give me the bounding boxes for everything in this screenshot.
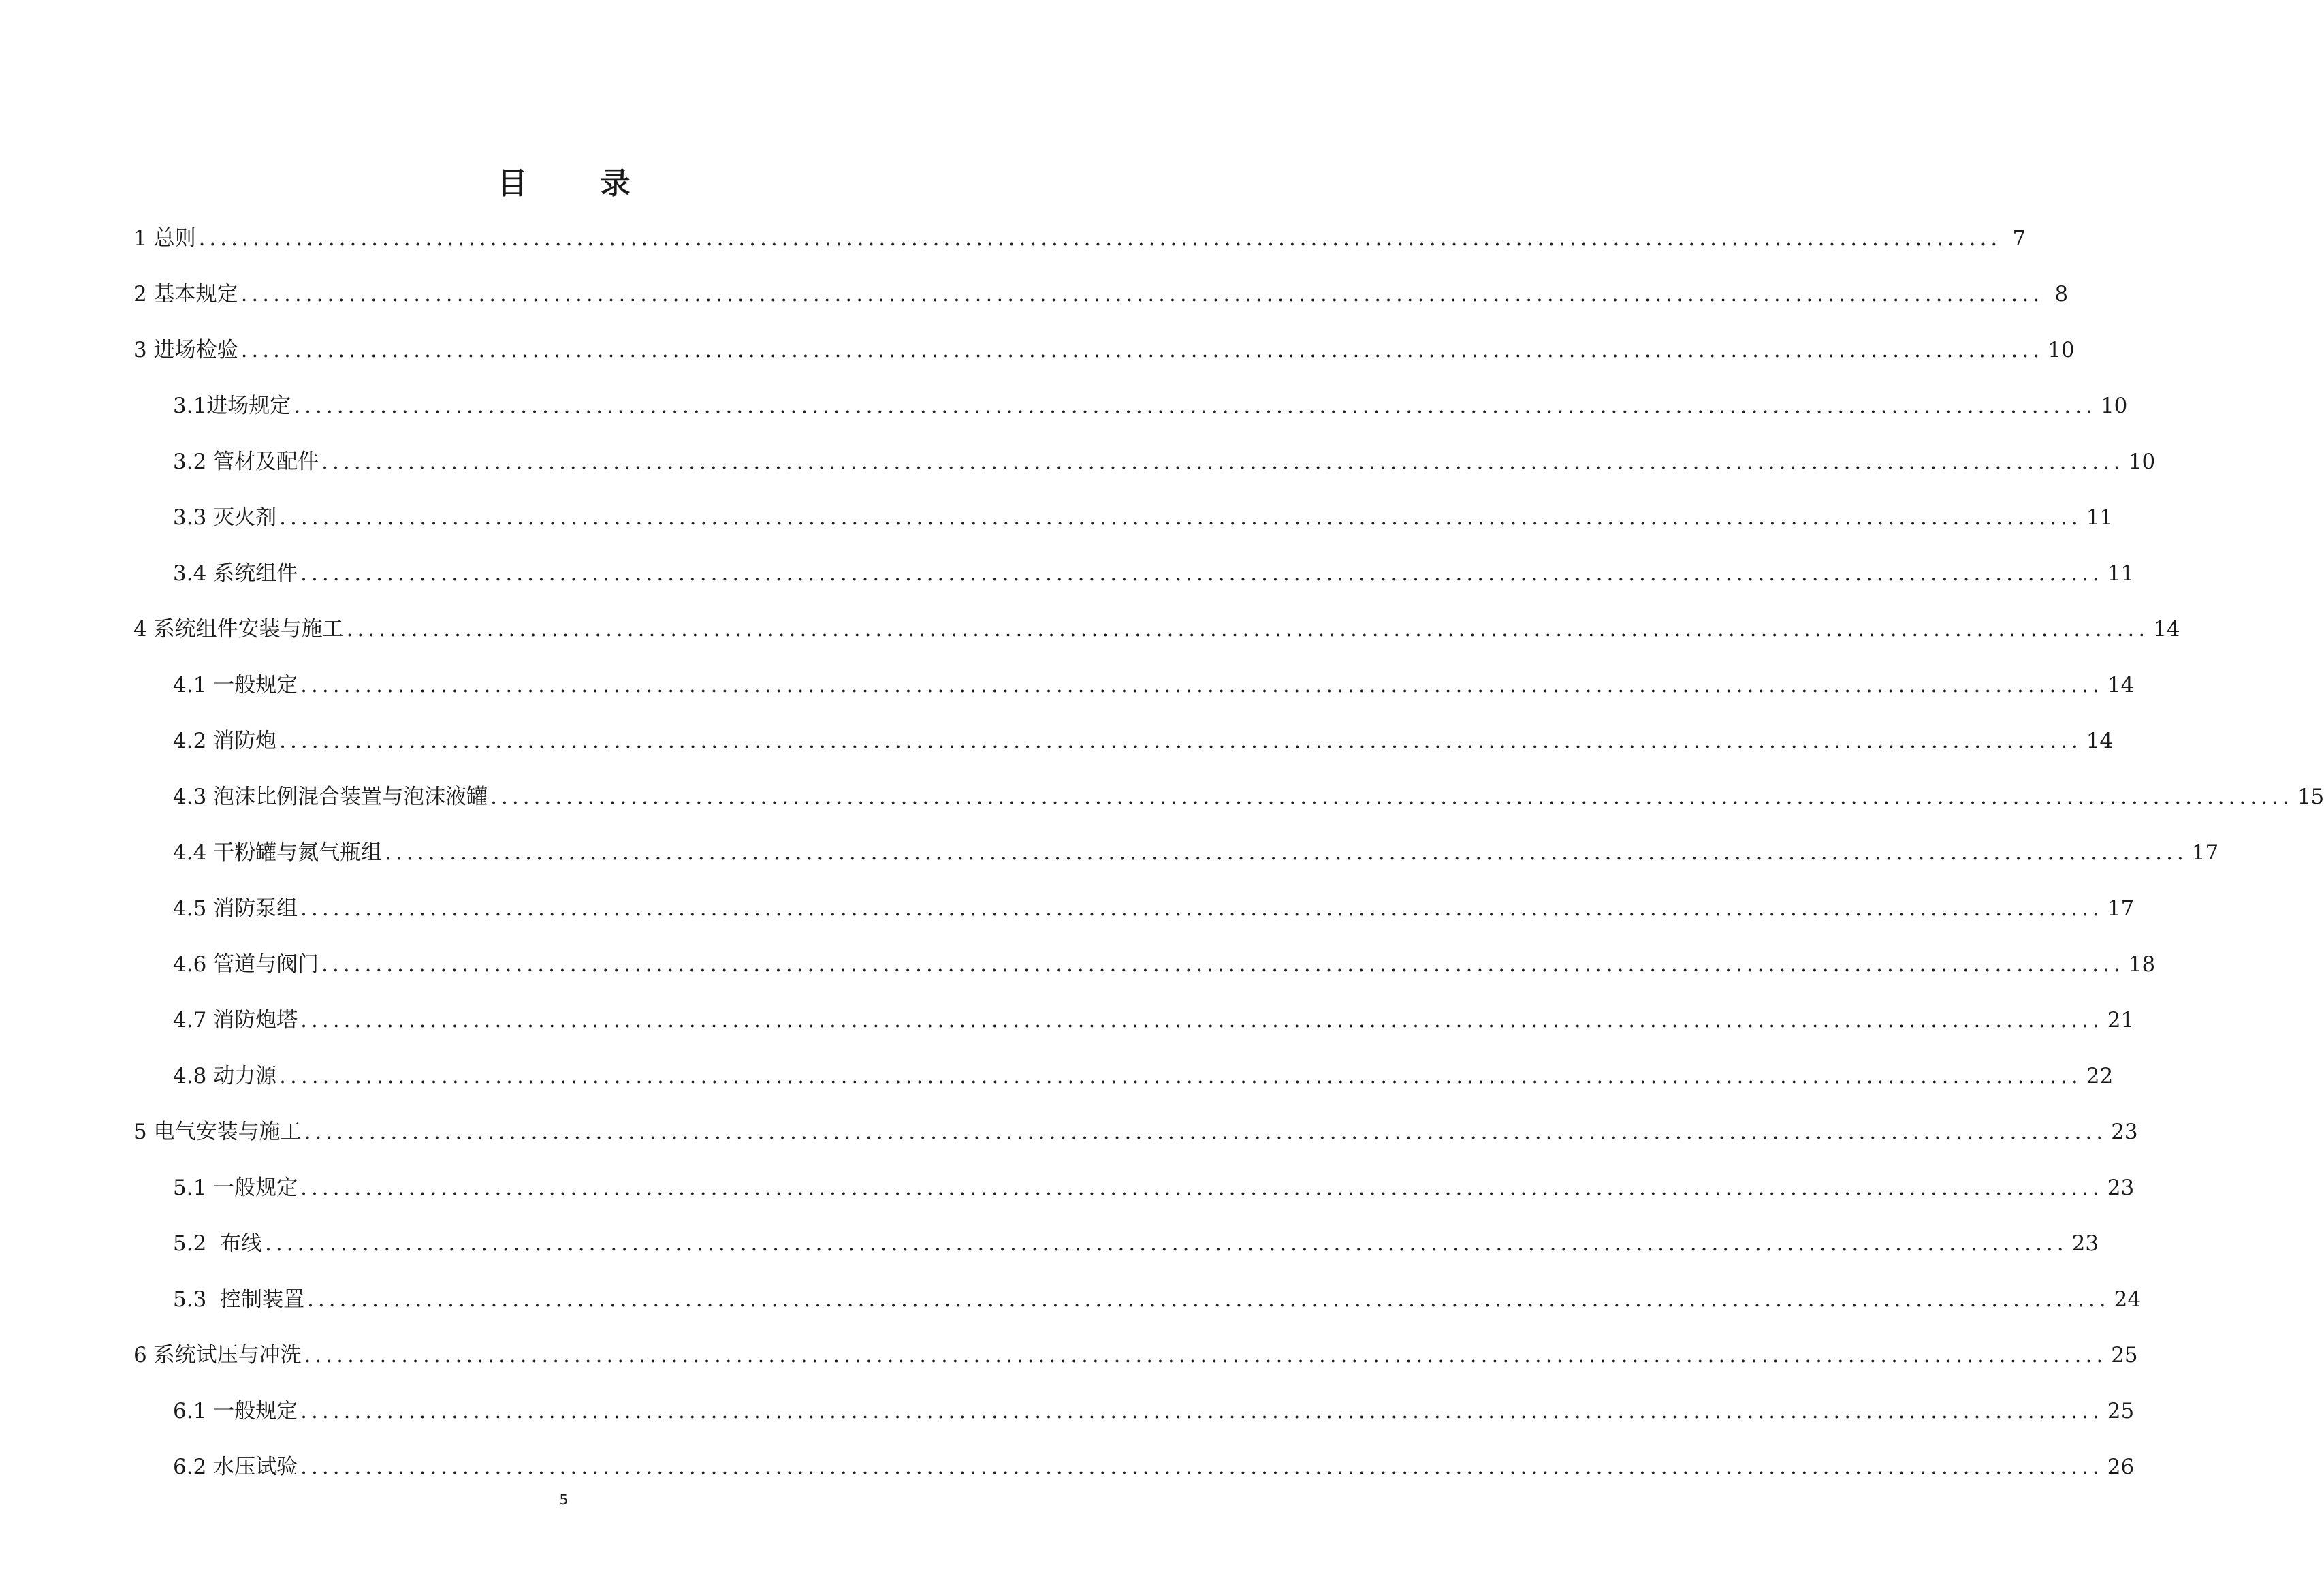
toc-leader-dots: ....................................................................................................................................................................... (279, 505, 2082, 530)
toc-entry-2[interactable] (133, 277, 2069, 311)
toc-entry-4-1[interactable] (173, 668, 2135, 702)
toc-entry-4-8[interactable] (173, 1059, 2114, 1093)
toc-entry-label: 一般规定 (213, 1399, 298, 1423)
toc-leader-dots: ....................................................................................................................................................................... (265, 1231, 2068, 1256)
toc-leader-dots: ....................................................................................................................................................................... (321, 449, 2124, 474)
toc-entry-label: 消防炮塔 (213, 1008, 298, 1032)
toc-entry-number: 4.4 (173, 840, 214, 865)
toc-entry-page: 22 (2086, 1064, 2114, 1088)
toc-entry-label: 动力源 (213, 1064, 277, 1088)
toc-entry-number: 5.3 (173, 1287, 221, 1312)
toc-entry-3-2[interactable] (173, 445, 2156, 479)
toc-entry-label: 干粉罐与氮气瓶组 (213, 840, 383, 865)
toc-entry-5-3[interactable] (173, 1282, 2142, 1316)
toc-entry-label: 进场规定 (206, 394, 291, 418)
toc-leader-dots: ....................................................................................................................................................................... (279, 1064, 2082, 1088)
toc-entry-label: 灭火剂 (213, 505, 277, 530)
toc-entry-label: 总则 (153, 226, 196, 251)
toc-entry-label: 进场检验 (153, 338, 238, 362)
toc-entry-label: 管材及配件 (213, 449, 319, 474)
toc-entry-number: 4.2 (173, 729, 214, 753)
toc-entry-page: 18 (2128, 952, 2156, 977)
toc-leader-dots: ....................................................................................................................................................................... (304, 1120, 2107, 1144)
toc-entry-label: 消防泵组 (213, 896, 298, 921)
toc-entry-4-7[interactable] (173, 1003, 2135, 1037)
toc-entry-label: 消防炮 (213, 729, 277, 753)
toc-leader-dots: ....................................................................................................................................................................... (300, 1455, 2103, 1479)
toc-leader-dots: ....................................................................................................................................................................... (300, 1399, 2103, 1423)
toc-entry-number: 4.6 (173, 952, 214, 977)
toc-entry-number: 2 (133, 282, 154, 306)
toc-entry-4-4[interactable] (173, 836, 2219, 870)
toc-entry-page: 23 (2107, 1176, 2135, 1200)
toc-entry-number: 3 (133, 338, 154, 362)
toc-entry-page: 8 (2054, 282, 2069, 306)
toc-entry-label: 控制装置 (220, 1287, 305, 1312)
toc-entry-page: 10 (2100, 394, 2128, 418)
toc-leader-dots: ....................................................................................................................................................................... (321, 952, 2124, 977)
page-number: 5 (559, 1492, 569, 1508)
toc-leader-dots: ....................................................................................................................................................................... (346, 617, 2150, 642)
toc-entry-page: 14 (2107, 673, 2135, 697)
toc-entry-page: 24 (2114, 1287, 2142, 1312)
toc-entry-number: 4 (133, 617, 154, 642)
toc-entry-number: 5.1 (173, 1176, 214, 1200)
toc-entry-number: 4.3 (173, 785, 214, 809)
toc-entry-page: 17 (2107, 896, 2135, 921)
toc-entry-page: 10 (2128, 449, 2156, 474)
toc-leader-dots: ....................................................................................................................................................................... (300, 1176, 2103, 1200)
toc-entry-number: 6 (133, 1343, 154, 1368)
toc-entry-page: 17 (2191, 840, 2219, 865)
toc-leader-dots: ....................................................................................................................................................................... (490, 785, 2293, 809)
toc-entry-number: 4.7 (173, 1008, 214, 1032)
toc-entry-label: 水压试验 (213, 1455, 298, 1479)
toc-entry-3[interactable] (133, 333, 2075, 367)
toc-entry-number: 4.5 (173, 896, 214, 921)
toc-entry-page: 11 (2107, 561, 2135, 586)
toc-entry-page: 14 (2153, 617, 2180, 642)
toc-entry-3-4[interactable] (173, 556, 2135, 590)
toc-entry-4[interactable] (133, 612, 2180, 646)
toc-title: 目 录 (497, 166, 662, 201)
toc-entry-label: 系统组件安装与施工 (153, 617, 344, 642)
toc-entry-4-3[interactable] (173, 780, 2324, 814)
toc-entry-6-1[interactable] (173, 1394, 2135, 1428)
toc-entry-page: 14 (2086, 729, 2114, 753)
toc-entry-number: 3.1 (173, 394, 207, 418)
toc-entry-number: 4.8 (173, 1064, 214, 1088)
toc-entry-number: 3.3 (173, 505, 214, 530)
toc-entry-number: 6.2 (173, 1455, 214, 1479)
toc-entry-page: 26 (2107, 1455, 2135, 1479)
toc-entry-4-6[interactable] (173, 947, 2156, 981)
toc-entry-number: 4.1 (173, 673, 214, 697)
toc-entry-4-2[interactable] (173, 724, 2114, 758)
toc-leader-dots: ....................................................................................................................................................................... (198, 226, 2002, 251)
toc-leader-dots: ....................................................................................................................................................................... (300, 896, 2103, 921)
toc-entry-label: 布线 (220, 1231, 263, 1256)
toc-entry-label: 电气安装与施工 (153, 1120, 302, 1144)
toc-entry-5-1[interactable] (173, 1171, 2135, 1205)
toc-entry-label: 基本规定 (153, 282, 238, 306)
toc-leader-dots: ....................................................................................................................................................................... (385, 840, 2188, 865)
toc-leader-dots: ....................................................................................................................................................................... (300, 561, 2103, 586)
toc-leader-dots: ....................................................................................................................................................................... (307, 1287, 2110, 1312)
toc-entry-page: 23 (2071, 1231, 2099, 1256)
toc-entry-page: 25 (2111, 1343, 2138, 1368)
toc-entry-label: 一般规定 (213, 1176, 298, 1200)
toc-entry-label: 系统组件 (213, 561, 298, 586)
toc-entry-page: 25 (2107, 1399, 2135, 1423)
toc-entry-number: 5.2 (173, 1231, 221, 1256)
toc-entry-3-1[interactable] (173, 389, 2128, 423)
toc-leader-dots: ....................................................................................................................................................................... (240, 282, 2044, 306)
toc-entry-6[interactable] (133, 1338, 2138, 1372)
toc-leader-dots: ....................................................................................................................................................................... (300, 673, 2103, 697)
toc-entry-number: 3.4 (173, 561, 214, 586)
toc-entry-5-2[interactable] (173, 1227, 2099, 1261)
toc-entry-number: 1 (133, 226, 154, 251)
toc-entry-label: 泡沫比例混合装置与泡沫液罐 (213, 785, 488, 809)
toc-entry-3-3[interactable] (173, 501, 2114, 535)
toc-leader-dots: ....................................................................................................................................................................... (304, 1343, 2107, 1368)
toc-entry-page: 10 (2048, 338, 2075, 362)
toc-entry-number: 3.2 (173, 449, 214, 474)
toc-entry-page: 11 (2086, 505, 2114, 530)
toc-entry-page: 7 (2012, 226, 2026, 251)
toc-entry-page: 21 (2107, 1008, 2135, 1032)
toc-entry-label: 系统试压与冲洗 (153, 1343, 302, 1368)
toc-leader-dots: ....................................................................................................................................................................... (300, 1008, 2103, 1032)
toc-entry-label: 一般规定 (213, 673, 298, 697)
toc-entry-page: 15 (2297, 785, 2324, 809)
toc-leader-dots: ....................................................................................................................................................................... (293, 394, 2097, 418)
toc-entry-5[interactable] (133, 1115, 2138, 1149)
toc-entry-1[interactable] (133, 221, 2026, 255)
toc-entry-number: 5 (133, 1120, 154, 1144)
toc-entry-4-5[interactable] (173, 892, 2135, 926)
toc-leader-dots: ....................................................................................................................................................................... (240, 338, 2044, 362)
toc-leader-dots: ....................................................................................................................................................................... (279, 729, 2082, 753)
toc-entry-number: 6.1 (173, 1399, 214, 1423)
toc-entry-6-2[interactable] (173, 1450, 2135, 1484)
toc-entry-page: 23 (2111, 1120, 2138, 1144)
toc-entry-label: 管道与阀门 (213, 952, 319, 977)
